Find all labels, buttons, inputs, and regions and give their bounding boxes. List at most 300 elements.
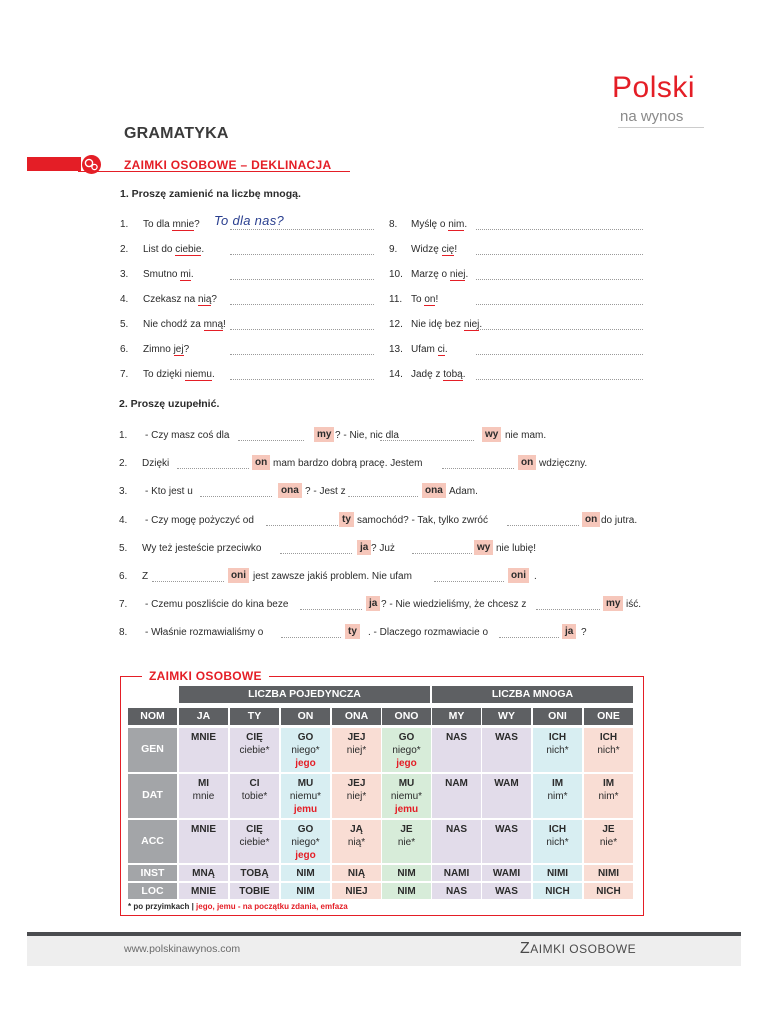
sentence-part-c: wdzięczny. xyxy=(539,458,588,470)
handwritten-answer: To dla nas? xyxy=(214,213,285,228)
exercise2-item xyxy=(119,486,649,502)
item-number: 6. xyxy=(120,344,129,355)
declension-cell xyxy=(482,774,531,818)
pronoun-form: NIM xyxy=(397,868,416,879)
sentence-end: ? xyxy=(211,294,217,305)
pronoun-hint-1: my xyxy=(314,427,334,442)
case-header-nom: NOM xyxy=(128,708,177,725)
post-preposition-form: niego* xyxy=(291,745,320,756)
declension-cell xyxy=(382,883,431,899)
declension-cell xyxy=(482,865,531,881)
item-number: 14. xyxy=(389,369,403,380)
sentence-part-c: ? xyxy=(581,627,587,639)
gap-line-1 xyxy=(281,637,341,638)
gap-line-2 xyxy=(536,609,600,610)
item-sentence xyxy=(143,269,194,280)
pronoun-hint-1: ja xyxy=(357,540,371,555)
sentence-start: Czekasz na xyxy=(143,294,199,305)
post-preposition-form: nim* xyxy=(547,791,568,802)
item-sentence xyxy=(143,319,226,330)
case-header: INST xyxy=(128,865,177,881)
declension-cell xyxy=(230,865,279,881)
declension-cell xyxy=(432,865,481,881)
pronoun-form: NIEJ xyxy=(345,886,368,897)
declension-cell xyxy=(533,820,582,863)
answer-line xyxy=(476,304,643,305)
exercise1-item xyxy=(120,319,380,335)
sentence-part-c: nie lubię! xyxy=(496,542,537,554)
post-preposition-form: nim* xyxy=(598,791,619,802)
exercise1-item xyxy=(120,244,380,260)
sentence-part-b: jest zawsze jakiś problem. Nie ufam xyxy=(253,571,412,582)
post-preposition-form: niej* xyxy=(346,791,367,802)
sentence-part-a: - Kto jest u xyxy=(145,486,193,498)
answer-line xyxy=(230,254,374,255)
emphatic-form: jego xyxy=(295,850,316,861)
item-sentence xyxy=(143,344,189,355)
gap-line-2 xyxy=(412,553,472,554)
declension-cell xyxy=(482,728,531,772)
declension-cell xyxy=(332,883,381,899)
item-number: 8. xyxy=(119,627,128,639)
pronoun-form: CIĘ xyxy=(246,732,263,743)
post-preposition-form: nich* xyxy=(597,745,620,756)
pronoun-underlined: niej xyxy=(449,269,466,280)
exercise1-item xyxy=(389,219,649,235)
pronoun-underlined: nią xyxy=(198,294,212,305)
pronoun-hint-1: ty xyxy=(339,512,354,527)
pronoun-form: WAM xyxy=(494,778,519,789)
sentence-end: ? xyxy=(194,219,200,230)
pronoun-form: GO xyxy=(297,732,314,743)
item-number: 11. xyxy=(389,294,403,305)
pronoun-hint-2: wy xyxy=(474,540,493,555)
sentence-start: To xyxy=(411,294,425,305)
answer-line xyxy=(476,229,643,230)
item-sentence xyxy=(411,294,438,305)
post-preposition-form: niego* xyxy=(291,837,320,848)
sentence-part-a: Wy też jesteście przeciwko xyxy=(142,542,262,554)
gap-line-1 xyxy=(200,496,272,497)
answer-line xyxy=(476,379,643,380)
sentence-part-b: ? - Nie wiedzieliśmy, że chcesz z xyxy=(381,599,527,611)
sentence-start: Nie idę bez xyxy=(411,319,464,330)
post-preposition-form: nie* xyxy=(397,837,416,848)
pronoun-hint-2: ona xyxy=(422,483,446,498)
item-number: 6. xyxy=(119,571,128,582)
declension-cell xyxy=(179,820,228,863)
footer-title-cap: Z xyxy=(520,940,531,957)
sentence-part-c: . xyxy=(534,571,537,582)
pronoun-form: JEJ xyxy=(347,732,366,743)
sentence-part-b: samochód? - Tak, tylko zwróć xyxy=(357,514,488,526)
sentence-start: Nie chodź za xyxy=(143,319,204,330)
pronoun-underlined: ciebie xyxy=(175,244,202,255)
item-sentence xyxy=(411,244,457,255)
sentence-start: Smutno xyxy=(143,269,181,280)
gap-line-2 xyxy=(499,637,559,638)
declension-cell xyxy=(332,820,381,863)
answer-line xyxy=(476,279,643,280)
pronoun-underlined: mną xyxy=(203,319,224,330)
pronoun-form: ICH xyxy=(548,824,567,835)
table-footnote xyxy=(128,902,348,911)
item-number: 7. xyxy=(120,369,129,380)
section-title: ZAIMKI OSOBOWE – DEKLINACJA xyxy=(124,158,332,172)
exercise2-item xyxy=(119,515,649,531)
pronoun-form: NAM xyxy=(445,778,468,789)
item-number: 13. xyxy=(389,344,403,355)
declension-cell xyxy=(382,820,431,863)
group-header-singular: LICZBA POJEDYNCZA xyxy=(179,686,430,703)
sentence-start: To dla xyxy=(143,219,173,230)
sentence-end: ! xyxy=(435,294,439,305)
pronoun-form: CI xyxy=(249,778,260,789)
pronoun-hint-1: ja xyxy=(366,596,380,611)
gap-line-1 xyxy=(238,440,304,441)
item-number: 9. xyxy=(389,244,398,255)
declension-cell xyxy=(179,774,228,818)
declension-cell xyxy=(432,774,481,818)
footer-url: www.polskinawynos.com xyxy=(124,943,241,955)
sentence-end: . xyxy=(444,344,448,355)
pronoun-hint-2: on xyxy=(518,455,536,470)
gap-line-2 xyxy=(434,581,504,582)
answer-line xyxy=(230,229,374,230)
post-preposition-form: ciebie* xyxy=(239,837,270,848)
item-number: 12. xyxy=(389,319,403,330)
exercise1-item xyxy=(389,369,649,385)
sentence-start: Jadę z xyxy=(411,369,444,380)
pronoun-form: MNIE xyxy=(191,824,216,835)
sentence-part-a: - Czy masz coś dla xyxy=(145,430,230,441)
sentence-end: ! xyxy=(223,319,226,330)
pronoun-table-title: ZAIMKI OSOBOWE xyxy=(142,669,269,683)
pronoun-form: TOBIE xyxy=(239,886,270,897)
gap-line-2 xyxy=(380,440,474,441)
pronoun-form: NIM xyxy=(296,886,315,897)
pronoun-form: IM xyxy=(551,778,564,789)
polski-na-wynos-logo xyxy=(612,70,712,132)
item-sentence xyxy=(143,244,204,255)
exercise2-item xyxy=(119,627,649,643)
section-red-bar xyxy=(27,157,81,171)
grammar-gear-icon xyxy=(82,155,101,174)
pronoun-form: JĄ xyxy=(350,824,363,835)
pronoun-form: NIM xyxy=(397,886,416,897)
answer-line xyxy=(230,379,374,380)
item-number: 8. xyxy=(389,219,398,230)
pronoun-form: NIMI xyxy=(546,868,569,879)
sentence-end: ! xyxy=(454,244,458,255)
answer-line xyxy=(230,354,374,355)
declension-cell xyxy=(382,774,431,818)
sentence-end: . xyxy=(465,269,469,280)
pronoun-form: NIĄ xyxy=(347,868,366,879)
exercise1-title: 1. Proszę zamienić na liczbę mnogą. xyxy=(120,188,301,200)
exercise2-item xyxy=(119,543,649,559)
sentence-end: . xyxy=(190,269,194,280)
gap-line-1 xyxy=(266,525,338,526)
declension-cell xyxy=(281,774,330,818)
declension-cell xyxy=(533,728,582,772)
post-preposition-form: nich* xyxy=(546,837,569,848)
exercise1-item xyxy=(120,344,380,360)
item-number: 10. xyxy=(389,269,403,280)
logo-main-text: Polski xyxy=(612,71,696,104)
pronoun-form: GO xyxy=(398,732,415,743)
emphatic-form: jemu xyxy=(293,804,318,815)
declension-cell xyxy=(281,728,330,772)
declension-cell xyxy=(230,883,279,899)
exercise1-item xyxy=(120,369,380,385)
sentence-part-a: - Właśnie rozmawialiśmy o xyxy=(145,627,264,639)
sentence-part-a: Dzięki xyxy=(142,458,170,470)
declension-cell xyxy=(332,865,381,881)
column-header: ONA xyxy=(332,708,381,725)
answer-line xyxy=(230,279,374,280)
pronoun-underlined: on xyxy=(424,294,436,305)
pronoun-form: MNIE xyxy=(191,732,216,743)
pronoun-form: ICH xyxy=(548,732,567,743)
pronoun-form: GO xyxy=(297,824,314,835)
sentence-part-c: do jutra. xyxy=(601,514,638,526)
declension-cell xyxy=(281,883,330,899)
pronoun-form: WAS xyxy=(495,732,518,743)
pronoun-hint-1: ona xyxy=(278,483,302,498)
exercise1-item xyxy=(389,344,649,360)
group-header-plural: LICZBA MNOGA xyxy=(432,686,633,703)
item-sentence xyxy=(411,369,466,380)
pronoun-hint-1: ty xyxy=(345,624,360,639)
declension-cell xyxy=(584,728,633,772)
pronoun-form: NIM xyxy=(296,868,315,879)
pronoun-underlined: cię xyxy=(441,244,455,255)
item-number: 3. xyxy=(120,269,129,280)
sentence-start: Ufam xyxy=(411,344,438,355)
pronoun-underlined: niej xyxy=(463,319,480,330)
declension-cell xyxy=(584,774,633,818)
pronoun-form: IM xyxy=(602,778,615,789)
sentence-start: List do xyxy=(143,244,176,255)
post-preposition-form: tobie* xyxy=(241,791,268,802)
declension-cell xyxy=(584,820,633,863)
post-preposition-form: niej* xyxy=(346,745,367,756)
case-header: ACC xyxy=(128,820,177,863)
pronoun-hint-2: on xyxy=(582,512,600,527)
column-header: WY xyxy=(482,708,531,725)
column-header: ON xyxy=(281,708,330,725)
item-number: 4. xyxy=(119,514,128,526)
item-number: 1. xyxy=(120,219,129,230)
sentence-part-b: . - Dlaczego rozmawiacie o xyxy=(368,627,489,639)
pronoun-hint-2: ja xyxy=(562,624,576,639)
declension-cell xyxy=(332,774,381,818)
post-preposition-form: niemu* xyxy=(289,791,322,802)
sentence-end: . xyxy=(479,319,483,330)
post-preposition-form: niemu* xyxy=(390,791,423,802)
emphatic-form: jego xyxy=(396,758,417,769)
declension-cell xyxy=(533,865,582,881)
pronoun-form: WAS xyxy=(495,886,518,897)
item-number: 1. xyxy=(119,430,128,441)
pronoun-form: NICH xyxy=(596,886,621,897)
exercise1-item xyxy=(389,319,649,335)
post-preposition-form: niego* xyxy=(392,745,421,756)
post-preposition-form: nie* xyxy=(599,837,618,848)
exercise2-title: 2. Proszę uzupełnić. xyxy=(119,398,220,410)
declension-cell xyxy=(281,820,330,863)
declension-cell xyxy=(533,774,582,818)
post-preposition-form: nią* xyxy=(347,837,366,848)
pronoun-form: MI xyxy=(197,778,210,789)
pronoun-underlined: nim xyxy=(448,219,465,230)
pronoun-form: MU xyxy=(297,778,314,789)
declension-cell xyxy=(230,728,279,772)
declension-cell xyxy=(432,728,481,772)
exercise2-item xyxy=(119,458,649,474)
pronoun-form: JE xyxy=(602,824,615,835)
answer-line xyxy=(476,254,643,255)
sentence-end: . xyxy=(462,369,466,380)
answer-line xyxy=(230,304,374,305)
item-number: 2. xyxy=(119,458,128,470)
declension-cell xyxy=(482,820,531,863)
sentence-start: To dzięki xyxy=(143,369,185,380)
sentence-part-a: - Czemu poszliście do kina beze xyxy=(145,599,289,611)
pronoun-form: NAMI xyxy=(443,868,470,879)
column-header: MY xyxy=(432,708,481,725)
case-header: GEN xyxy=(128,728,177,772)
item-number: 3. xyxy=(119,486,128,498)
pronoun-hint-2: wy xyxy=(482,427,501,442)
sentence-part-a: - Czy mogę pożyczyć od xyxy=(145,514,254,526)
pronoun-form: JEJ xyxy=(347,778,366,789)
sentence-part-b: ? - Nie, nic dla xyxy=(335,430,399,441)
footer-title xyxy=(520,940,636,958)
footer-title-rest: AIMKI OSOBOWE xyxy=(530,942,637,956)
pronoun-form: NIMI xyxy=(597,868,620,879)
item-sentence xyxy=(143,294,217,305)
sentence-part-c: Adam. xyxy=(449,486,478,498)
exercise1-item xyxy=(389,244,649,260)
gap-line-1 xyxy=(300,609,362,610)
emphatic-form: jemu xyxy=(394,804,419,815)
pronoun-form: NICH xyxy=(545,886,570,897)
exercise1-item xyxy=(120,294,380,310)
column-header: TY xyxy=(230,708,279,725)
pronoun-underlined: mnie xyxy=(172,219,195,230)
sentence-start: Marzę o xyxy=(411,269,450,280)
logo-sub-text: na wynos xyxy=(620,108,684,125)
pronoun-underlined: ci xyxy=(437,344,445,355)
answer-line xyxy=(476,329,643,330)
gap-line-2 xyxy=(442,468,514,469)
post-preposition-form: nich* xyxy=(546,745,569,756)
pronoun-form: WAS xyxy=(495,824,518,835)
footnote-emphasis: jego, jemu - na początku zdania, emfaza xyxy=(196,902,348,911)
logo-underline xyxy=(618,127,704,128)
declension-cell xyxy=(382,865,431,881)
case-header: DAT xyxy=(128,774,177,818)
declension-cell xyxy=(281,865,330,881)
sentence-part-b: ? Już xyxy=(371,542,395,554)
gap-line-2 xyxy=(348,496,418,497)
exercise1-item xyxy=(120,269,380,285)
pronoun-form: WAMI xyxy=(492,868,521,879)
pronoun-hint-2: oni xyxy=(508,568,529,583)
answer-line xyxy=(476,354,643,355)
item-sentence xyxy=(411,219,467,230)
post-preposition-form: mnie xyxy=(192,791,215,802)
emphatic-form: jego xyxy=(295,758,316,769)
pronoun-underlined: jej xyxy=(173,344,184,355)
item-sentence xyxy=(143,219,200,230)
pronoun-form: NAS xyxy=(445,732,468,743)
item-number: 5. xyxy=(120,319,129,330)
exercise1-item xyxy=(389,269,649,285)
pronoun-form: MNĄ xyxy=(192,868,215,879)
item-number: 4. xyxy=(120,294,129,305)
pronoun-underlined: mi xyxy=(180,269,191,280)
sentence-part-b: ? - Jest z xyxy=(305,486,346,498)
column-header: JA xyxy=(179,708,228,725)
pronoun-form: JE xyxy=(400,824,413,835)
pronoun-underlined: tobą xyxy=(443,369,463,380)
exercise1-item xyxy=(120,219,380,235)
declension-cell xyxy=(179,883,228,899)
sentence-part-c: nie mam. xyxy=(505,430,547,441)
sentence-end: . xyxy=(464,219,468,230)
post-preposition-form: ciebie* xyxy=(239,745,270,756)
declension-cell xyxy=(432,883,481,899)
sentence-part-b: mam bardzo dobrą pracę. Jestem xyxy=(273,458,423,470)
gap-line-1 xyxy=(177,468,249,469)
exercise2-item xyxy=(119,599,649,615)
column-header: ONO xyxy=(382,708,431,725)
gap-line-1 xyxy=(280,553,352,554)
sentence-end: ? xyxy=(183,344,190,355)
pronoun-form: CIĘ xyxy=(246,824,263,835)
sentence-start: Myślę o xyxy=(411,219,449,230)
declension-cell xyxy=(179,865,228,881)
pronoun-hint-2: my xyxy=(603,596,623,611)
gap-line-2 xyxy=(507,525,579,526)
item-sentence xyxy=(143,369,215,380)
item-sentence xyxy=(411,319,482,330)
column-header: ONE xyxy=(584,708,633,725)
pronoun-form: MNIE xyxy=(191,886,216,897)
declension-cell xyxy=(533,883,582,899)
sentence-part-c: iść. xyxy=(626,599,641,611)
exercise2-item xyxy=(119,571,649,587)
pronoun-form: MU xyxy=(398,778,415,789)
column-header: ONI xyxy=(533,708,582,725)
declension-cell xyxy=(230,820,279,863)
item-number: 2. xyxy=(120,244,129,255)
answer-line xyxy=(230,329,374,330)
sentence-end: . xyxy=(211,369,215,380)
item-sentence xyxy=(411,269,468,280)
page-heading: GRAMATYKA xyxy=(124,125,229,142)
pronoun-underlined: niemu xyxy=(184,369,212,380)
declension-cell xyxy=(382,728,431,772)
exercise1-item xyxy=(389,294,649,310)
sentence-part-a: Z xyxy=(142,571,149,582)
sentence-end: . xyxy=(201,244,205,255)
sentence-start: Zimno xyxy=(143,344,174,355)
declension-cell xyxy=(584,883,633,899)
